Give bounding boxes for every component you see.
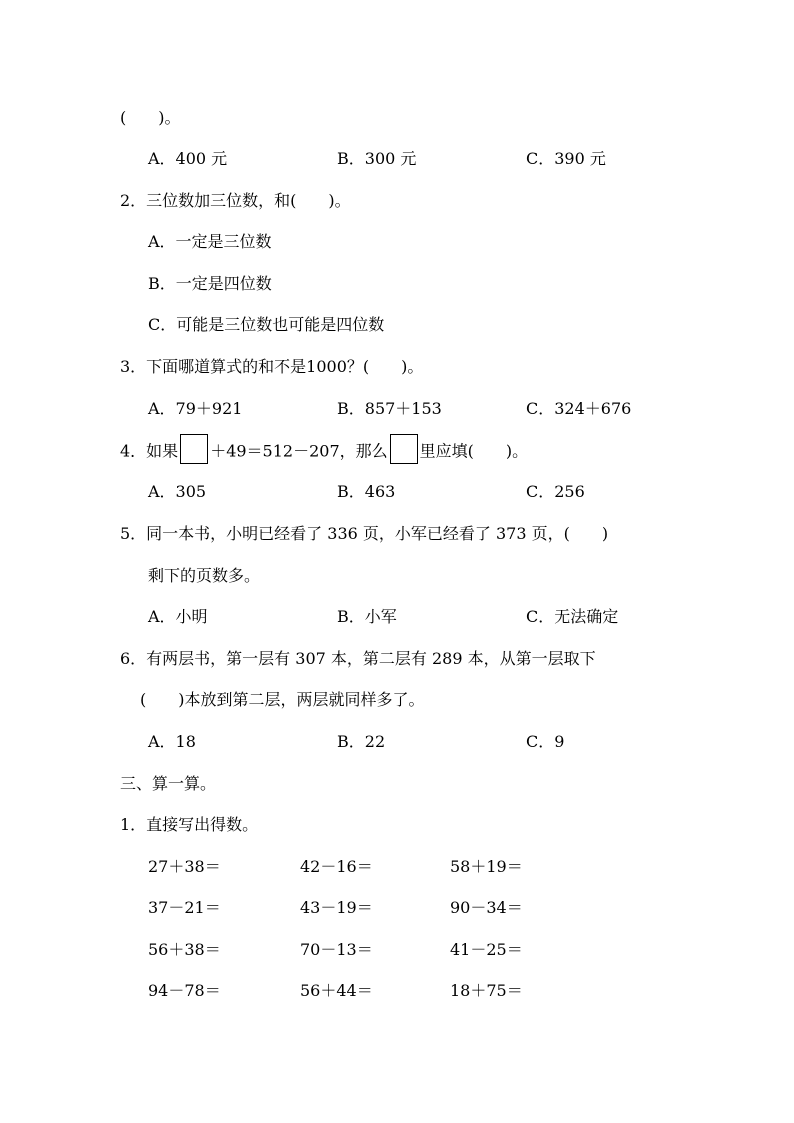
q5-stem-line2: 剩下的页数多。 (148, 566, 261, 585)
q3-option-b: B．857＋153 (337, 399, 442, 418)
q3-stem: 3．下面哪道算式的和不是1000？( )。 (120, 357, 424, 376)
q1-option-a: A．400 元 (148, 149, 228, 168)
q4-stem (120, 440, 528, 460)
q5-option-b: B．小军 (337, 607, 397, 626)
q2-option-c: C．可能是三位数也可能是四位数 (148, 315, 385, 334)
calc-item: 58＋19＝ (450, 857, 523, 876)
q6-stem-line1: 6．有两层书，第一层有 307 本，第二层有 289 本，从第一层取下 (120, 649, 596, 668)
q1-option-c: C．390 元 (526, 149, 606, 168)
calc-item: 27＋38＝ (148, 857, 221, 876)
q4-stem-after: 里应填( )。 (419, 441, 529, 461)
calc-item: 90－34＝ (450, 898, 523, 917)
q4-option-a: A．305 (148, 482, 207, 501)
q4-stem-middle: ＋49＝512－207，那么 (210, 441, 388, 461)
calc-item: 41－25＝ (450, 940, 523, 959)
q4-answer-box-2 (390, 434, 418, 464)
q5-option-c: C．无法确定 (526, 607, 619, 626)
q5-stem-line1: 5．同一本书，小明已经看了 336 页，小军已经看了 373 页，( ) (120, 524, 609, 543)
calc-item: 70－13＝ (300, 940, 373, 959)
q5-option-a: A．小明 (148, 607, 208, 626)
calc-item: 56＋38＝ (148, 940, 221, 959)
q2-stem: 2．三位数加三位数，和( )。 (120, 191, 351, 210)
calc-item: 94－78＝ (148, 981, 221, 1000)
calc-item: 37－21＝ (148, 898, 221, 917)
q3-option-a: A．79＋921 (148, 399, 243, 418)
q6-option-a: A．18 (148, 732, 196, 751)
q4-option-c: C．256 (526, 482, 585, 501)
q4-option-b: B．463 (337, 482, 396, 501)
q1-answer-blank: ( )。 (120, 108, 181, 127)
q6-option-b: B．22 (337, 732, 386, 751)
q4-answer-box-1 (180, 434, 208, 464)
calc-item: 43－19＝ (300, 898, 373, 917)
q6-option-c: C．9 (526, 732, 565, 751)
q6-stem-line2: ( )本放到第二层，两层就同样多了。 (140, 690, 425, 709)
q4-stem-before: 4．如果 (120, 441, 179, 461)
calc-item: 42－16＝ (300, 857, 373, 876)
calc-item: 18＋75＝ (450, 981, 523, 1000)
q1-option-b: B．300 元 (337, 149, 417, 168)
calc-item: 56＋44＝ (300, 981, 373, 1000)
q2-option-b: B．一定是四位数 (148, 274, 272, 293)
q3-option-c: C．324＋676 (526, 399, 632, 418)
q2-option-a: A．一定是三位数 (148, 232, 272, 251)
section3-sub1: 1．直接写出得数。 (120, 815, 259, 834)
section3-title: 三、算一算。 (120, 774, 217, 793)
